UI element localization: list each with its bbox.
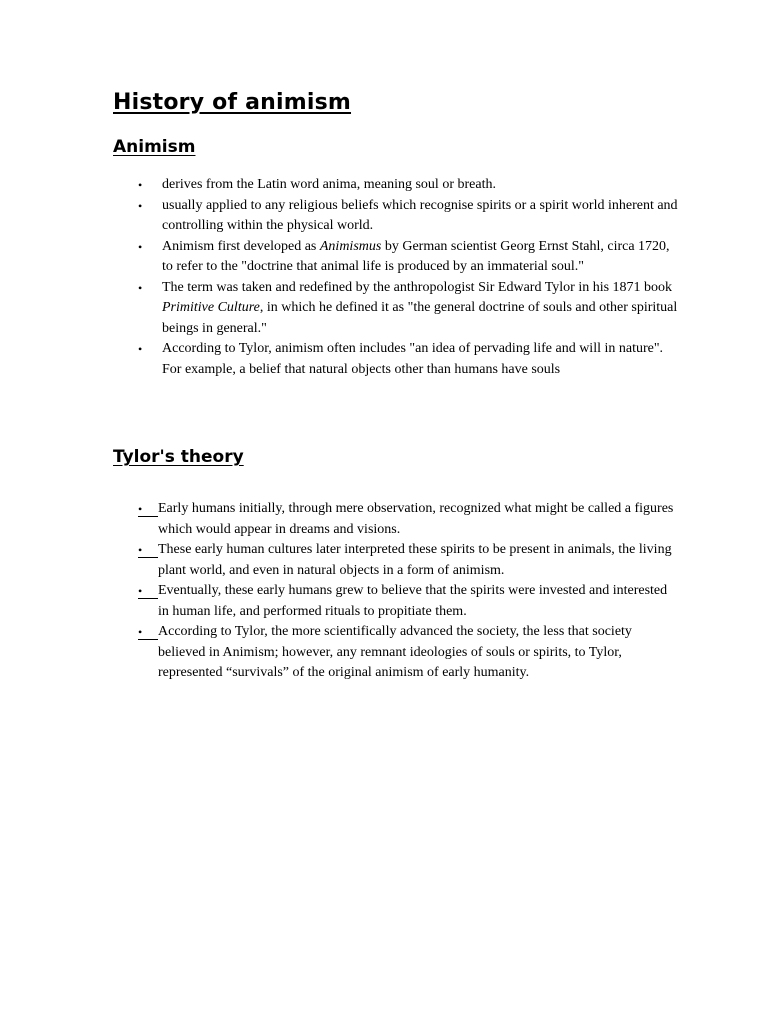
- section-heading-animism: Animism: [113, 137, 196, 157]
- list-item-text-before: Animism first developed as: [162, 238, 320, 254]
- list-item: [138, 499, 678, 540]
- list-item-text-before: The term was taken and redefined by the anthropologist Sir Edward Tylor in his 1871 book: [162, 279, 673, 295]
- section-heading-tylors-theory: Tylor's theory: [113, 447, 244, 467]
- list-item-text: Eventually, these early humans grew to believe that the spirits were invested and interested in human life, and performed rituals to propitiate them.: [158, 583, 668, 619]
- bullet-icon: •: [138, 239, 143, 254]
- bullet-icon: •: [138, 581, 158, 602]
- list-item: [138, 175, 678, 196]
- document-title: History of animism: [113, 90, 352, 115]
- list-item-text: These early human cultures later interpreted these spirits to be present in animals, the living plant world, and even in natural objects in a form of animism.: [158, 542, 672, 578]
- list-item-text: usually applied to any religious beliefs which recognise spirits or a spirit world inherent and controlling within the physical world.: [162, 197, 678, 233]
- italic-book-title: Primitive Culture: [162, 300, 260, 315]
- bullet-icon: •: [138, 280, 143, 295]
- list-item: [138, 622, 678, 684]
- list-item: [138, 196, 678, 237]
- list-item-text-after: , in which he defined it as "the general doctrine of souls and other spiritual beings in general.": [162, 300, 678, 336]
- list-item-text-after: by German scientist Georg Ernst Stahl, circa 1720, to refer to the "doctrine that animal life is produced by an immaterial soul.": [162, 238, 670, 274]
- list-item-text: Early humans initially, through mere observation, recognized what might be called a figures which would appear in dreams and visions.: [158, 501, 674, 537]
- list-item-text: According to Tylor, animism often includes "an idea of pervading life and will in nature". For example, a belief that natural objects other than humans have souls: [162, 341, 664, 377]
- italic-term: Animismus: [319, 238, 382, 254]
- bullet-icon: •: [138, 198, 143, 213]
- animism-bullet-list: [138, 175, 678, 380]
- tylor-theory-bullet-list: [138, 499, 678, 684]
- list-item-text: derives from the Latin word anima, meaning soul or breath.: [162, 177, 496, 192]
- list-item: [138, 581, 678, 622]
- bullet-icon: •: [138, 540, 158, 561]
- list-item: [138, 278, 678, 340]
- bullet-icon: •: [138, 499, 158, 520]
- list-item: [138, 540, 678, 581]
- bullet-icon: •: [138, 342, 143, 356]
- bullet-icon: •: [138, 178, 143, 192]
- list-item: [138, 339, 678, 380]
- list-item: [138, 237, 678, 278]
- list-item-text: According to Tylor, the more scientifically advanced the society, the less that society believed in Animism; however, any remnant ideologies of souls or spirits, to Tylor, represented “survivals” of the original animism of early humanity.: [158, 624, 632, 680]
- bullet-icon: •: [138, 622, 158, 643]
